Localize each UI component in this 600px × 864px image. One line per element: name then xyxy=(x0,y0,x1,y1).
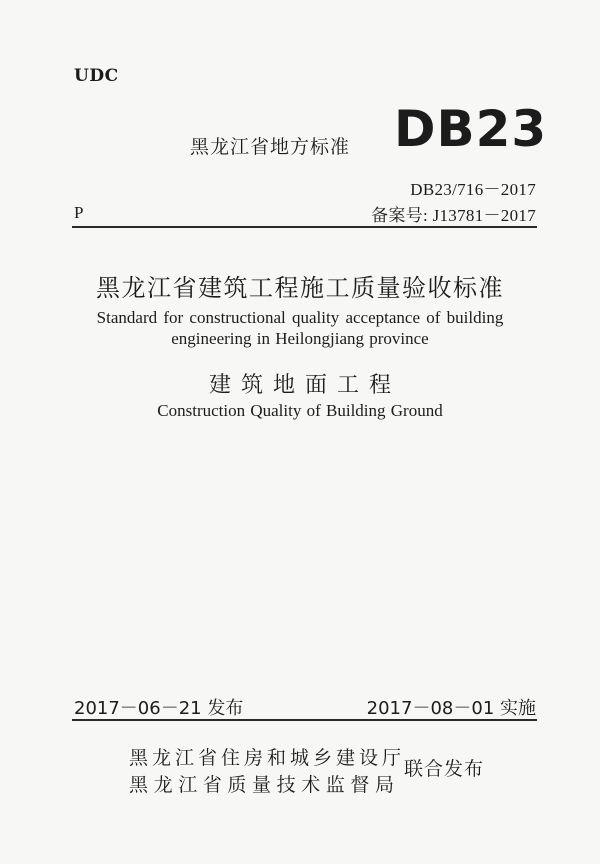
issue-date: 2017－06－21 发布 xyxy=(74,698,244,719)
category-label: P xyxy=(74,203,84,222)
top-divider xyxy=(72,226,537,228)
title-chinese: 黑龙江省建筑工程施工质量验收标准 xyxy=(96,274,504,302)
publisher-quality-bureau: 黑龙江省质量技术监督局 xyxy=(129,774,400,796)
subtitle-chinese: 建筑地面工程 xyxy=(208,373,401,398)
subtitle-english: Construction Quality of Building Ground xyxy=(157,401,443,420)
filing-number: 备案号: J13781－2017 xyxy=(371,206,536,225)
standard-number: DB23/716－2017 xyxy=(410,180,536,199)
joint-issue-label: 联合发布 xyxy=(404,758,485,780)
title-english-line1: Standard for constructional quality acceptance of building xyxy=(96,308,504,327)
publisher-housing-department: 黑龙江省住房和城乡建设厅 xyxy=(129,747,406,769)
title-english-line2: engineering in Heilongjiang province xyxy=(171,329,429,348)
udc-label: UDC xyxy=(74,66,119,86)
provincial-standard-label: 黑龙江省地方标准 xyxy=(190,136,351,158)
implementation-date: 2017－08－01 实施 xyxy=(366,698,536,719)
bottom-divider xyxy=(72,719,537,721)
standard-code: DB23 xyxy=(394,100,548,158)
